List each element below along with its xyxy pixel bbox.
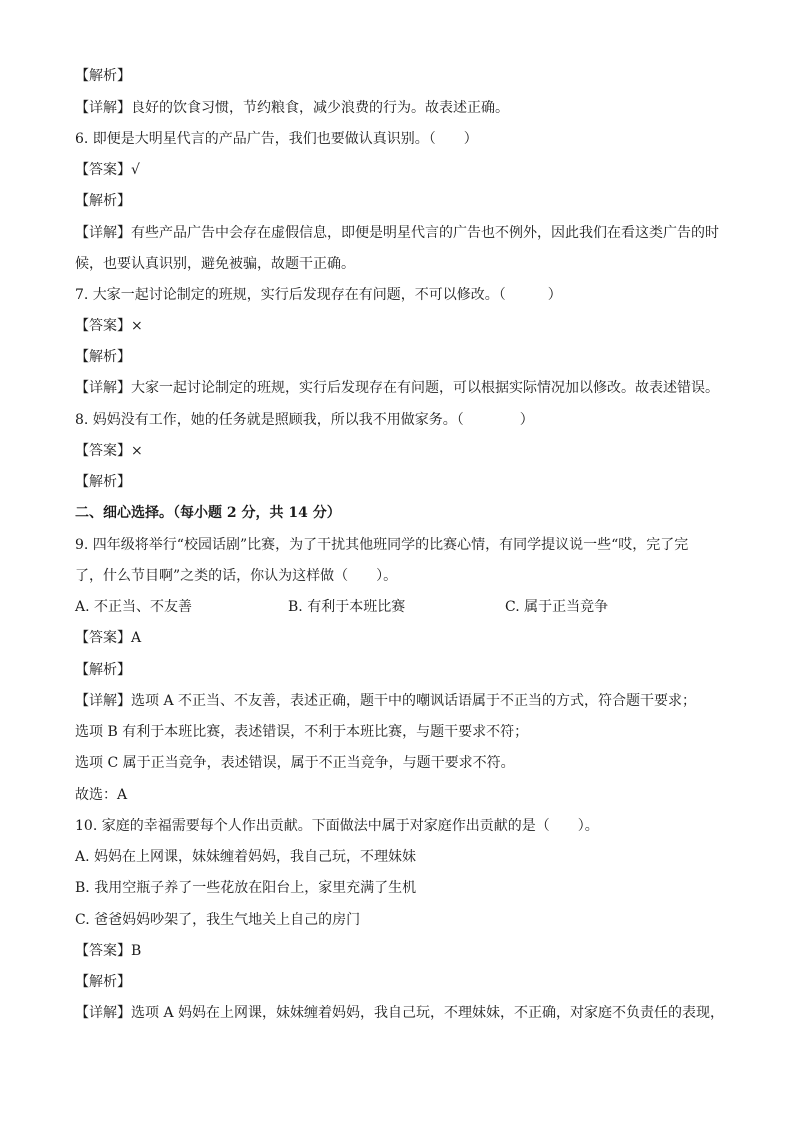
detail-text-9-line3: 选项 C 属于正当竞争，表述错误，属于不正当竞争，与题干要求不符。 <box>75 755 515 771</box>
option-10b: B. 我用空瓶子养了一些花放在阳台上，家里充满了生机 <box>75 880 417 896</box>
analysis-label-10: 【解析】 <box>75 974 131 990</box>
detail-text-9-line4: 故选：A <box>75 787 128 803</box>
option-9c: C. 属于正当竞争 <box>505 599 609 615</box>
answer-10: 【答案】B <box>75 943 142 959</box>
question-9-line1: 9. 四年级将举行“校园话剧”比赛，为了干扰其他班同学的比赛心情，有同学提议说一些“哎，完了完 <box>75 537 689 553</box>
question-7: 7. 大家一起讨论制定的班规，实行后发现存在有问题，不可以修改。（ ） <box>75 287 562 303</box>
answer-6: 【答案】√ <box>75 162 140 178</box>
answer-8: 【答案】× <box>75 443 143 459</box>
detail-text-9-line1: 【详解】选项 A 不正当、不友善，表述正确，题干中的嘲讽话语属于不正当的方式，符合题干要求； <box>75 693 697 709</box>
question-9-options <box>75 598 725 616</box>
analysis-label-8: 【解析】 <box>75 474 131 490</box>
detail-text-9-line2: 选项 B 有利于本班比赛，表述错误，不利于本班比赛，与题干要求不符； <box>75 724 529 740</box>
question-9-line2: 了，什么节目啊”之类的话，你认为这样做（ ）。 <box>75 568 398 584</box>
detail-text-10-line1: 【详解】选项 A 妈妈在上网课，妹妹缠着妈妈，我自己玩，不理妹妹，不正确，对家庭不负责任的表现， <box>75 1005 725 1021</box>
detail-text-6-line1: 【详解】有些产品广告中会存在虚假信息，即便是明星代言的广告也不例外，因此我们在看这类广告的时 <box>75 225 719 241</box>
section-heading-choice: 二、细心选择。（每小题 2 分，共 14 分） <box>75 505 341 521</box>
detail-text-5: 【详解】良好的饮食习惯，节约粮食，减少浪费的行为。故表述正确。 <box>75 100 509 116</box>
option-10c: C. 爸爸妈妈吵架了，我生气地关上自己的房门 <box>75 912 361 928</box>
detail-text-6-line2: 候，也要认真识别，避免被骗，故题干正确。 <box>75 256 355 272</box>
question-10: 10. 家庭的幸福需要每个人作出贡献。下面做法中属于对家庭作出贡献的是（ ）。 <box>75 818 599 834</box>
answer-7: 【答案】× <box>75 318 143 334</box>
analysis-label-7: 【解析】 <box>75 349 131 365</box>
analysis-label-9: 【解析】 <box>75 662 131 678</box>
detail-text-7: 【详解】大家一起讨论制定的班规，实行后发现存在有问题，可以根据实际情况加以修改。故表述错误。 <box>75 380 719 396</box>
question-8: 8. 妈妈没有工作，她的任务就是照顾我，所以我不用做家务。（ ） <box>75 412 534 428</box>
analysis-label-6: 【解析】 <box>75 193 131 209</box>
option-10a: A. 妈妈在上网课，妹妹缠着妈妈，我自己玩，不理妹妹 <box>75 849 417 865</box>
question-6: 6. 即便是大明星代言的产品广告，我们也要做认真识别。（ ） <box>75 131 478 147</box>
answer-9: 【答案】A <box>75 630 142 646</box>
analysis-label-5: 【解析】 <box>75 68 131 84</box>
option-9a: A. 不正当、不友善 <box>75 599 193 615</box>
option-9b: B. 有利于本班比赛 <box>288 599 406 615</box>
